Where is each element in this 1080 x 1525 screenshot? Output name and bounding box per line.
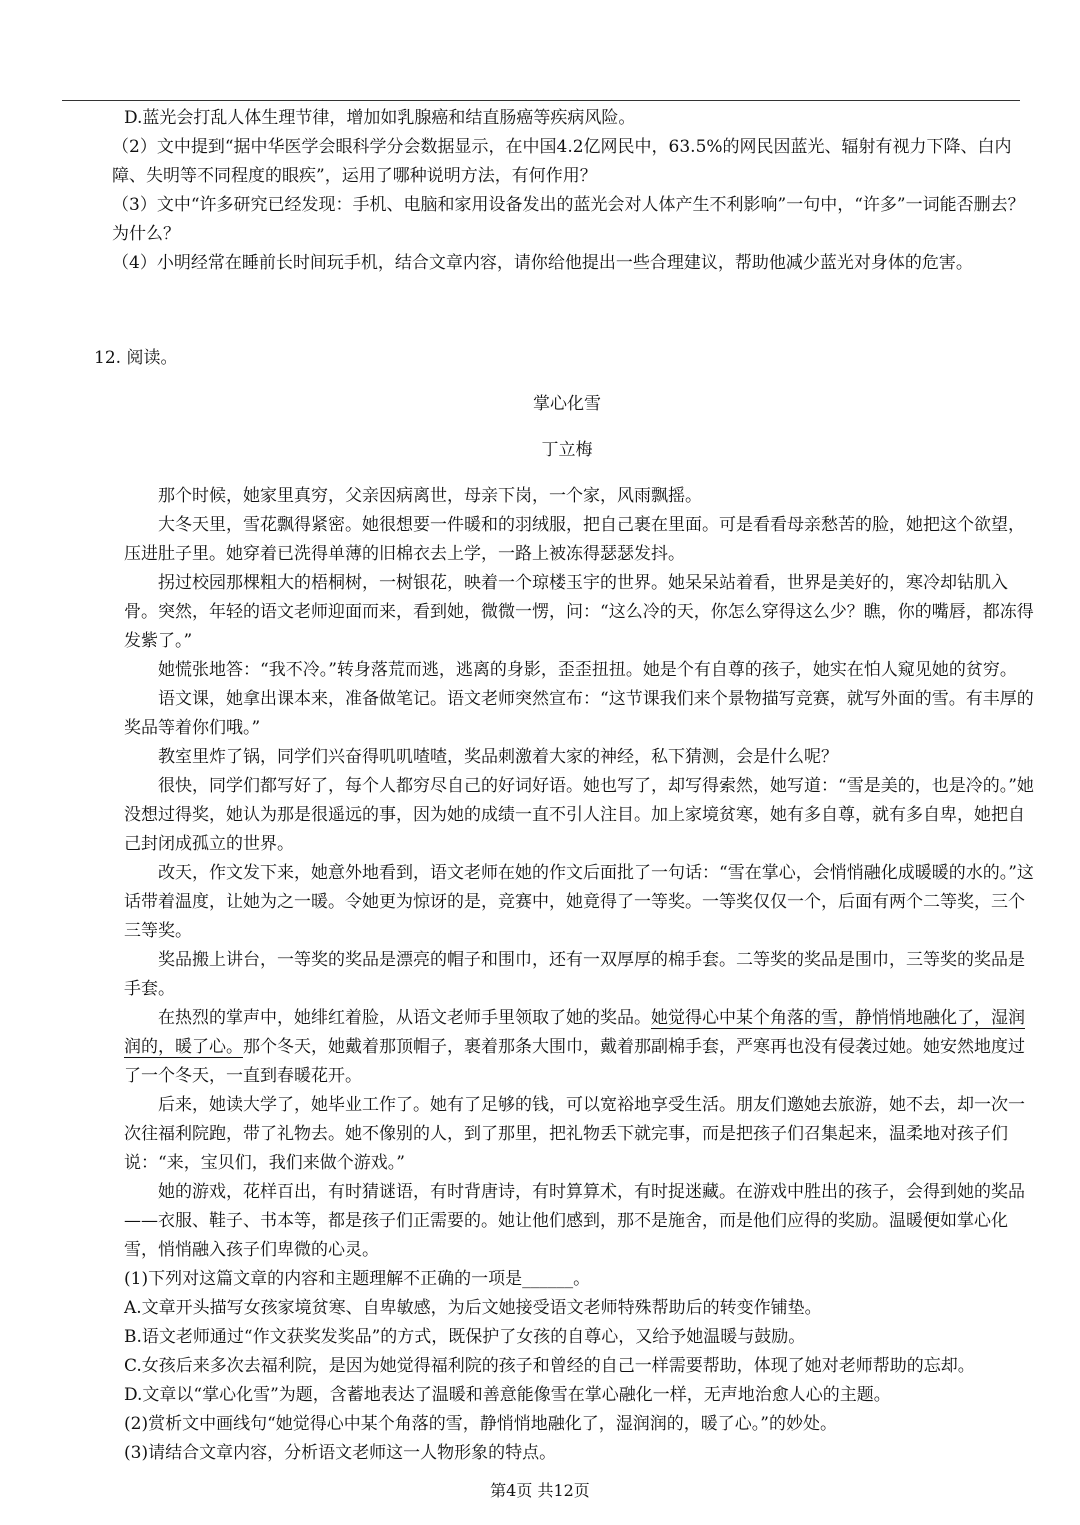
header-rule	[62, 100, 1020, 101]
q12-option-b: B.语文老师通过“作文获奖发奖品”的方式，既保护了女孩的自尊心，又给予她温暖与鼓励。	[124, 1327, 806, 1347]
question-11-continuation	[112, 104, 1036, 278]
paragraph-text: 那个冬天，她戴着那顶帽子，裹着那条大围巾，戴着那副棉手套，严寒再也没有侵袭过她。她安然地度过了一个冬天，一直到春暖花开。	[124, 1037, 1025, 1086]
article-paragraph-underlined	[124, 1004, 1040, 1091]
page-footer: 第4页 共12页	[490, 1481, 590, 1500]
q12-questions	[124, 1265, 1040, 1468]
q12-label: 12. 阅读。	[94, 348, 178, 368]
q11-sub-3: （3）文中“许多研究已经发现：手机、电脑和家用设备发出的蓝光会对人体产生不利影响”一句中，“许多”一词能否删去？为什么？	[112, 195, 1025, 244]
article-author: 丁立梅	[541, 440, 593, 460]
paragraph-text: 在热烈的掌声中，她绯红着脸，从语文老师手里领取了她的奖品。	[158, 1008, 651, 1028]
article-paragraph: 大冬天里，雪花飘得紧密。她很想要一件暖和的羽绒服，把自己裹在里面。可是看看母亲愁苦的脸，她把这个欲望，压进肚子里。她穿着已洗得单薄的旧棉衣去上学，一路上被冻得瑟瑟发抖。	[124, 515, 1025, 564]
q12-option-c: C.女孩后来多次去福利院，是因为她觉得福利院的孩子和曾经的自己一样需要帮助，体现了她对老师帮助的忘却。	[124, 1356, 975, 1376]
underlined-sentence: 她觉得心中某个角落的雪，静悄悄地融化了，湿润润的，暖了心。	[124, 1008, 1025, 1057]
article-paragraph: 她的游戏，花样百出，有时猜谜语，有时背唐诗，有时算算术，有时捉迷藏。在游戏中胜出的孩子，会得到她的奖品——衣服、鞋子、书本等，都是孩子们正需要的。她让他们感到，那不是施舍，而是他们应得的奖励。温暖便如掌心化雪，悄悄融入孩子们卑微的心灵。	[124, 1182, 1025, 1260]
article-body	[124, 482, 1040, 1265]
q12-sub-question: (3)请结合文章内容，分析语文老师这一人物形象的特点。	[124, 1443, 557, 1463]
q11-option-d: D.蓝光会打乱人体生理节律，增加如乳腺癌和结直肠癌等疾病风险。	[124, 108, 636, 128]
article-paragraph: 后来，她读大学了，她毕业工作了。她有了足够的钱，可以宽裕地享受生活。朋友们邀她去旅游，她不去，却一次一次往福利院跑，带了礼物去。她不像别的人，到了那里，把礼物丢下就完事，而是把孩子们召集起来，温柔地对孩子们说：“来，宝贝们，我们来做个游戏。”	[124, 1095, 1025, 1173]
q11-sub-2: （2）文中提到“据中华医学会眼科学分会数据显示，在中国4.2亿网民中，63.5%的网民因蓝光、辐射有视力下降、白内障、失明等不同程度的眼疾”，运用了哪种说明方法，有何作用？	[112, 137, 1012, 186]
article-paragraph: 教室里炸了锅，同学们兴奋得叽叽喳喳，奖品刺激着大家的神经，私下猜测，会是什么呢？	[158, 747, 838, 767]
article-paragraph: 拐过校园那棵粗大的梧桐树，一树银花，映着一个琼楼玉宇的世界。她呆呆站着看，世界是美好的，寒冷却钻肌入骨。突然，年轻的语文老师迎面而来，看到她，微微一愣，问：“这么冷的天，你怎么穿得这么少？瞧，你的嘴唇，都冻得发紫了。”	[124, 573, 1034, 651]
article-paragraph: 改天，作文发下来，她意外地看到，语文老师在她的作文后面批了一句话：“雪在掌心，会悄悄融化成暖暖的水的。”这话带着温度，让她为之一暖。令她更为惊讶的是，竞赛中，她竟得了一等奖。一等奖仅仅一个，后面有两个二等奖，三个三等奖。	[124, 863, 1034, 941]
article-paragraph: 奖品搬上讲台，一等奖的奖品是漂亮的帽子和围巾，还有一双厚厚的棉手套。二等奖的奖品是围巾，三等奖的奖品是手套。	[124, 950, 1025, 999]
article-paragraph: 很快，同学们都写好了，每个人都穷尽自己的好词好语。她也写了，却写得索然，她写道：“雪是美的，也是冷的。”她没想过得奖，她认为那是很遥远的事，因为她的成绩一直不引人注目。加上家境贫寒，她有多自尊，就有多自卑，她把自己封闭成孤立的世界。	[124, 776, 1034, 854]
article-paragraph: 语文课，她拿出课本来，准备做笔记。语文老师突然宣布：“这节课我们来个景物描写竞赛，就写外面的雪。有丰厚的奖品等着你们哦。”	[124, 689, 1034, 738]
q12-option-d: D.文章以“掌心化雪”为题，含蓄地表达了温暖和善意能像雪在掌心融化一样，无声地治愈人心的主题。	[124, 1385, 891, 1405]
q12-sub-question: (2)赏析文中画线句“她觉得心中某个角落的雪，静悄悄地融化了，湿润润的，暖了心。”的妙处。	[124, 1414, 837, 1434]
q11-sub-4: （4）小明经常在睡前长时间玩手机，结合文章内容，请你给他提出一些合理建议，帮助他减少蓝光对身体的危害。	[112, 253, 973, 273]
article-title: 掌心化雪	[533, 394, 601, 414]
q12-sub-question: (1)下列对这篇文章的内容和主题理解不正确的一项是______。	[124, 1269, 591, 1289]
article-paragraph: 她慌张地答：“我不冷。”转身落荒而逃，逃离的身影，歪歪扭扭。她是个有自尊的孩子，她实在怕人窥见她的贫穷。	[158, 660, 1017, 680]
q12-option-a: A.文章开头描写女孩家境贫寒、自卑敏感，为后文她接受语文老师特殊帮助后的转变作铺垫。	[124, 1298, 822, 1318]
question-12	[94, 344, 1040, 1468]
article-paragraph: 那个时候，她家里真穷，父亲因病离世，母亲下岗，一个家，风雨飘摇。	[158, 486, 702, 506]
